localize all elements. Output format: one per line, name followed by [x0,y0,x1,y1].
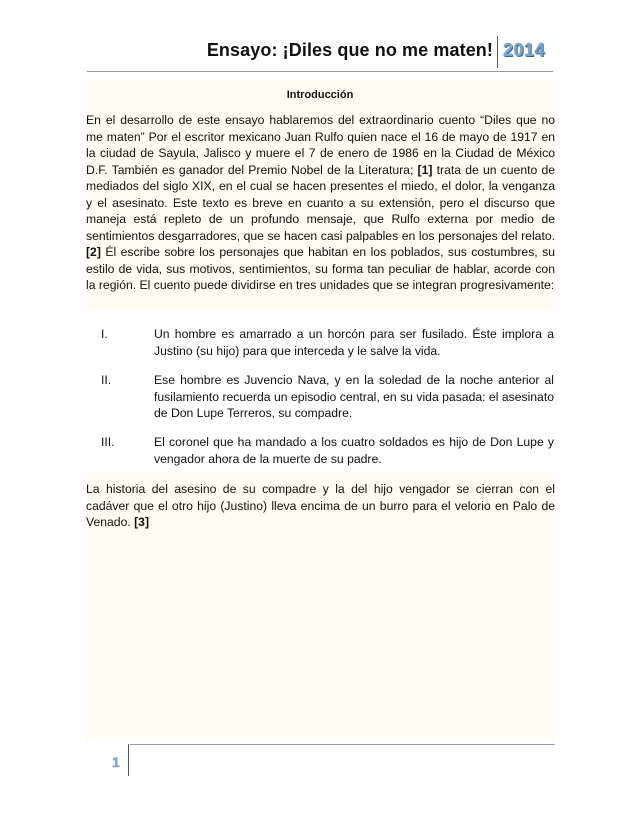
footer-divider [128,744,129,776]
list-item-number: II. [101,373,112,387]
citation-ref: [1] [417,162,433,177]
header-rule [87,71,553,72]
page-number: 1 [112,754,120,770]
list-item-text: Un hombre es amarrado a un horcón para ser fusilado. Éste implora a Justino (su hijo) para que interceda y le salve la vida. [154,327,554,358]
paragraph-text: trata de un cuento de mediados del siglo XIX, en el cual se hacen presentes el miedo, el dolor, la venganza y el asesinato. Este texto es breve en cuanto a su extensión, pero el discurso que maneja está repleto de un profundo mensaje, que Rulfo externa por medio de sentimientos desgarradores, que se hacen casi palpables en los personajes del relato. [86,162,556,243]
intro-paragraph [86,112,555,294]
list-item-text: Ese hombre es Juvencio Nava, y en la soledad de la noche anterior al fusilamiento recuerda un episodio central, en su vida pasada: el asesinato de Don Lupe Terreros, su compadre. [154,373,554,420]
list-item-number: I. [101,327,108,341]
citation-ref: [2] [86,245,101,259]
header-divider [497,36,498,68]
list-item-text: El coronel que ha mandado a los cuatro soldados es hijo de Don Lupe y vengador ahora de la muerte de su padre. [154,435,554,466]
document-title: Ensayo: ¡Diles que no me maten! [206,40,493,60]
closing-paragraph [86,481,555,531]
document-year: 2014 [503,40,546,60]
citation-ref: [3] [134,515,150,529]
section-heading: Introducción [286,89,354,101]
footer-rule [130,744,555,745]
paragraph-text: En el desarrollo de este ensayo hablaremos del extraordinario cuento “Diles que no me maten” Por el escritor mexicano Juan Rulfo quien nace el 16 de mayo de 1917 en la ciudad de Sayula, Jalisco y muere el 7 de enero de 1986 en la Ciudad de México D.F. También es ganador del Premio Nobel de la Literatura; [86,113,555,177]
paragraph-text: La historia del asesino de su compadre y la del hijo vengador se cierran con el cadáver que el otro hijo (Justino) lleva encima de un burro para el velorio en Palo de Venado. [86,482,555,529]
list-item-number: III. [101,435,115,449]
paragraph-text: Él escribe sobre los personajes que habitan en los poblados, sus costumbres, su estilo de vida, sus motivos, sentimientos, su forma tan peculiar de hablar, acorde con la región. El cuento puede dividirse en tres unidades que se integran progresivamente: [86,245,555,292]
